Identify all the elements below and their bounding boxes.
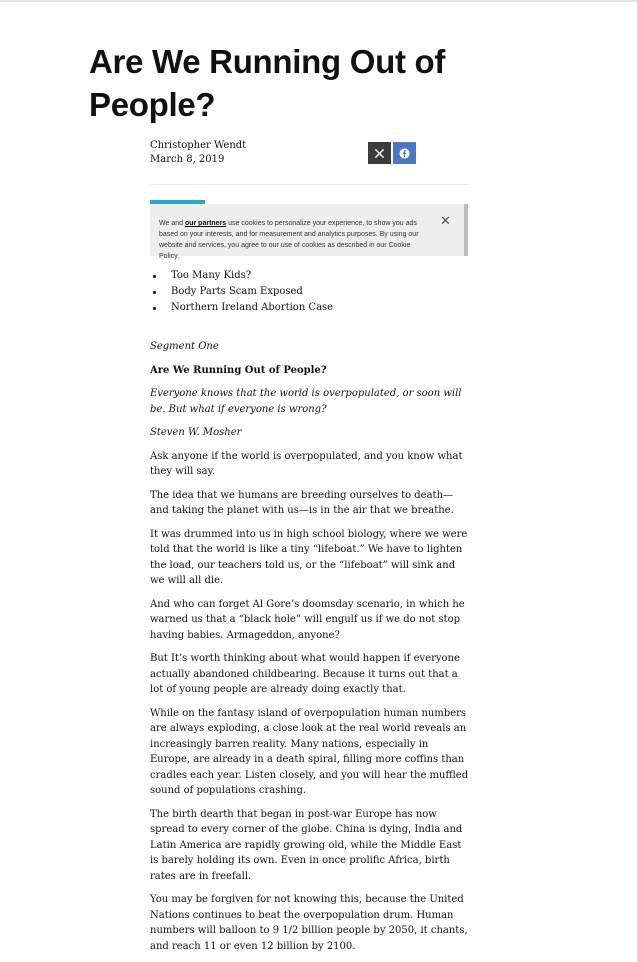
share-x-button[interactable] [368, 142, 391, 164]
article-author: Steven W. Mosher [150, 427, 242, 438]
related-link[interactable]: Body Parts Scam Exposed [150, 284, 333, 300]
cookie-banner-text: We and our partners use cookies to personalize your experience, to show you ads based on your interests, and for measurement and analytics purposes. By using our website and services, you agree to our use of cookies as described in our Cookie Policy. [159, 220, 419, 260]
article-deck: Everyone knows that the world is overpopulated, or soon will be. But what if everyone is wrong? [150, 388, 462, 415]
paragraph: The birth dearth that began in post-war Europe has now spread to every corner of the globe. China is dying, India and Latin America are rapidly growing old, while the Middle East is barely holding its own. Even in once prolific Africa, birth rates are in freefall. [150, 808, 463, 882]
header-divider [150, 184, 468, 185]
paragraph: Ask anyone if the world is overpopulated, and you know what they will say. [150, 450, 463, 477]
share-facebook-button[interactable] [393, 142, 416, 164]
facebook-icon [399, 148, 410, 159]
paragraph: While on the fantasy island of overpopulation human numbers are always exploding, a close look at the real world reveals an increasingly barren reality. Many nations, especially in Europe, are already in a death spiral, filling more coffins than cradles each year. Listen closely, and you will hear the muffled sound of populations crashing. [150, 707, 469, 796]
paragraph: And who can forget Al Gore’s doomsday scenario, in which he warned us that a “black hole” will engulf us if we do not stop having babies. Armageddon, anyone? [150, 598, 465, 641]
cookie-banner-scrollbar[interactable] [464, 204, 468, 256]
our-partners-link[interactable]: our partners [184, 220, 227, 227]
article-byline [150, 139, 246, 167]
paragraph: The idea that we humans are breeding ourselves to death—and taking the planet with us—is in the air that we breathe. [150, 489, 454, 516]
close-icon[interactable]: ✕ [440, 213, 451, 228]
related-links-list [150, 268, 333, 316]
publish-date: March 8, 2019 [150, 154, 225, 165]
article-headline: Are We Running Out of People? [150, 364, 327, 376]
related-link[interactable]: Northern Ireland Abortion Case [150, 300, 333, 316]
paragraph: You may be forgiven for not knowing this, because the United Nations continues to beat the overpopulation drum. Human numbers will balloon to 9 1/2 billion people by 2050, it chants, and reach 11 or even 12 billion by 2100. [150, 894, 468, 952]
cookie-banner [150, 204, 468, 260]
x-logo-icon [374, 148, 385, 159]
author-name: Christopher Wendt [150, 140, 247, 151]
paragraph: It was drummed into us in high school biology, where we were told that the world is like a tiny “lifeboat.” We have to lighten the load, our teachers told us, or the “lifeboat” will sink and we will all die. [150, 528, 468, 586]
segment-label: Segment One [150, 341, 219, 352]
paragraph: But It’s worth thinking about what would happen if everyone actually abandoned childbearing. Because it turns out that a lot of young people are already doing exactly that. [150, 653, 460, 695]
top-border [0, 0, 637, 2]
related-link[interactable]: Too Many Kids? [150, 268, 333, 284]
page-title: Are We Running Out of People? [89, 43, 446, 124]
article-body [150, 339, 470, 962]
